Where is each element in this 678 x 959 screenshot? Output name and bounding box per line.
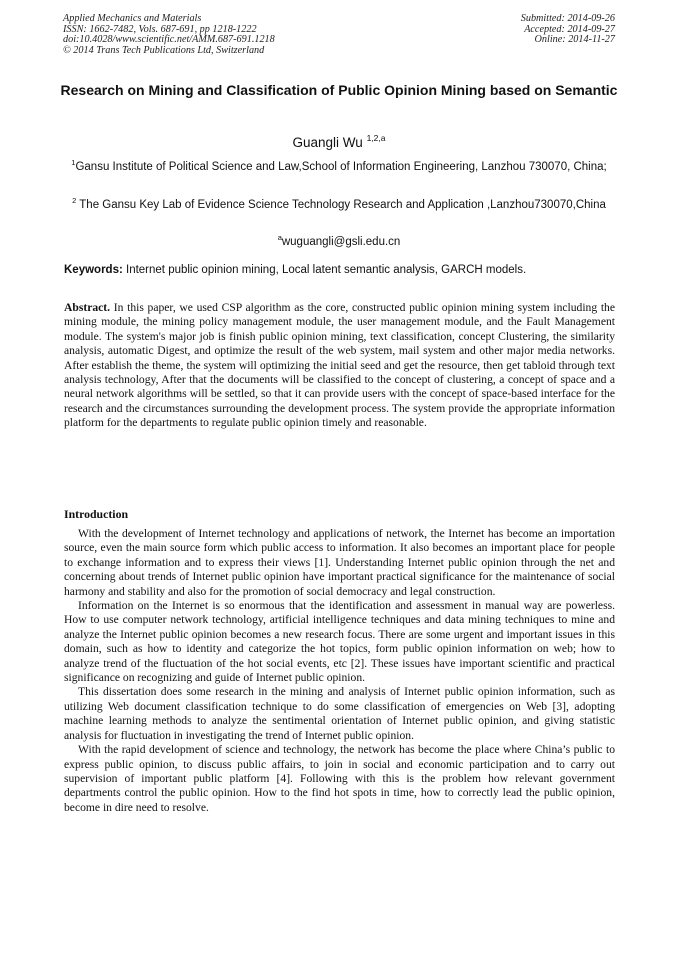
introduction-body <box>64 527 615 815</box>
accepted-date: Accepted: 2014-09-27 <box>524 23 615 35</box>
copyright-line: © 2014 Trans Tech Publications Ltd, Switzerland <box>63 44 265 56</box>
abstract-section <box>64 301 615 431</box>
author-superscript: 1,2,a <box>366 133 386 143</box>
keywords-section <box>64 263 615 278</box>
online-date: Online: 2014-11-27 <box>534 34 615 46</box>
journal-header-left <box>63 14 275 56</box>
affiliation-1 <box>60 156 618 175</box>
author-email <box>60 231 618 250</box>
doi-line: doi:10.4028/www.scientific.net/AMM.687-691.1218 <box>63 34 275 46</box>
journal-header-right <box>521 14 615 46</box>
author-line <box>60 130 618 151</box>
abstract-label: Abstract. <box>64 301 111 314</box>
affiliation-2 <box>60 194 618 213</box>
intro-paragraph-1: With the development of Internet technology and applications of network, the Internet has become an importation source, even the main source form which public access to information. It also becomes an important place for people to exchange information and to express their views [1]. Understanding Internet public opinion through the net and concerning about trends of Internet public opinion have important practical significance for the maintenance of social harmony and stability and also for the promotion of social democracy and legal construction. <box>64 527 615 598</box>
submitted-date: Submitted: 2014-09-26 <box>520 13 615 24</box>
keywords-label: Keywords: <box>64 264 123 276</box>
email-address: wuguangli@gsli.edu.cn <box>281 236 401 248</box>
intro-paragraph-3: This dissertation does some research in the mining and analysis of Internet public opinion information, such as utilizing Web document classification technique to do some classification of emergencies on Web [3], adopting machine learning methods to analyze the sentimental orientation of Internet public opinion, and giving statistic analysis for fluctuation in investigating the trend of Internet public opinion. <box>64 685 615 742</box>
affiliation-2-marker: 2 <box>72 196 77 205</box>
abstract-text: In this paper, we used CSP algorithm as the core, constructed public opinion mining system including the mining module, the mining policy management module, the user management module, and the Fault Management module. The system's major job is finish public opinion mining, text classification, concept Clustering, the similarity analysis, automatic Digest, and optimize the result of the web system, mail system and other major media networks. After establish the theme, the system will optimizing the initial seed and get the resource, then get tabloid through text analysis technology, After that the documents will be classified to the concept of clustering, a concept of space and a neural network algorithms will be settled, so that it can provide users with the concept of space-based interface for the research and the circumstances surrounding the development process. The system provide the appropriate information platform for the departments to regulate public opinion timely and reasonable. <box>64 301 615 430</box>
keywords-text: Internet public opinion mining, Local latent semantic analysis, GARCH models. <box>126 264 527 276</box>
journal-name: Applied Mechanics and Materials <box>63 13 202 24</box>
affiliation-1-marker: 1 <box>71 158 76 167</box>
affiliation-2-text: The Gansu Key Lab of Evidence Science Technology Research and Application ,Lanzhou730070,China <box>79 199 606 211</box>
issn-line: ISSN: 1662-7482, Vols. 687-691, pp 1218-1222 <box>63 23 257 35</box>
paper-title: Research on Mining and Classification of Public Opinion Mining based on Semantic <box>60 82 618 98</box>
intro-paragraph-4: With the rapid development of science and technology, the network has become the place where China’s public to express public opinion, to discuss public affairs, to join in social and economic participation and to carry out supervision of important public platform [4]. Following with this is the problem how relevant government departments control the public opinion. How to the find hot spots in time, how to correctly lead the public opinion, become in dire need to resolve. <box>64 743 615 814</box>
author-name: Guangli Wu <box>292 135 363 150</box>
introduction-heading: Introduction <box>64 507 129 521</box>
intro-paragraph-2: Information on the Internet is so enormous that the identification and assessment in manual way are powerless. How to use computer network technology, artificial intelligence techniques and data mining techniques to mine and analyze the Internet public opinion becomes a new research focus. There are some urgent and important issues in this domain, such as how to identity and categorize the hot topics, form public opinion information on web; how to analyze trend of the fluctuation of the hot social events, etc [2]. These issues have important scientific and practical significance on recognizing and guide of Internet public opinion. <box>64 599 615 685</box>
affiliation-1-text: Gansu Institute of Political Science and Law,School of Information Engineering, Lanzhou 730070, China; <box>75 161 607 173</box>
email-marker: a <box>277 233 282 242</box>
